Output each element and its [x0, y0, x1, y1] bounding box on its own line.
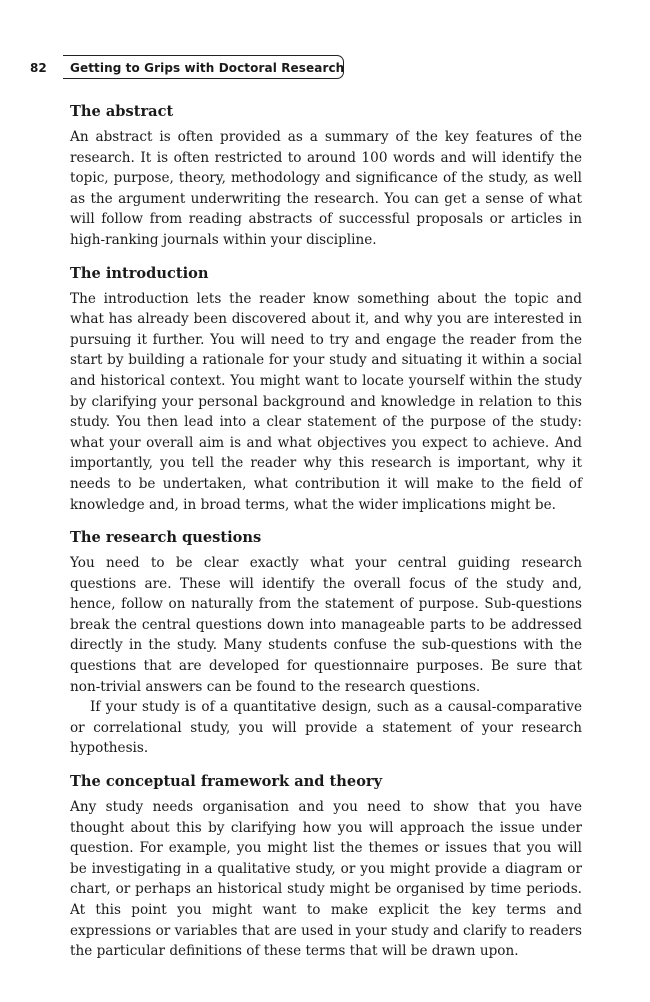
running-head — [30, 55, 346, 80]
paragraph: If your study is of a quantitative design, such as a causal-comparative or correlational study, you will provide a statement of your research hypothesis. — [70, 699, 582, 757]
section-introduction — [70, 263, 582, 516]
paragraph: Any study needs organisation and you need to show that you have thought about this by clarifying how you will approach the issue under question. For example, you might list the themes or issues that you will be investigating in a qualitative study, or you might provide a diagram or chart, or perhaps an historical study might be organised by time periods. At this point you might want to make explicit the key terms and expressions or variables that are used in your study and clarify to readers the particular definitions of these terms that will be drawn upon. — [70, 799, 582, 960]
paragraph: You need to be clear exactly what your central guiding research questions are. These will identify the overall focus of the study and, hence, follow on naturally from the statement of purpose. Sub-questions break the central questions down into manageable parts to be addressed directly in the study. Many students confuse the sub-questions with the questions that are developed for questionnaire purposes. Be sure that non-trivial answers can be found to the research questions. — [70, 555, 582, 695]
page-number: 82 — [30, 61, 47, 75]
section-heading: The introduction — [70, 264, 209, 282]
section-heading: The conceptual framework and theory — [70, 773, 383, 791]
section-abstract — [70, 101, 582, 251]
running-head-title: Getting to Grips with Doctoral Research — [70, 61, 345, 75]
section-research-questions — [70, 527, 582, 759]
paragraph: The introduction lets the reader know something about the topic and what has already been discovered about it, and why you are interested in pursuing it further. You will need to try and engage the reader from the start by building a rationale for your study and situating it within a social and historical context. You might want to locate yourself within the study by clarifying your personal background and knowledge in relation to this study. You then lead into a clear statement of the purpose of the study: what your overall aim is and what objectives you expect to achieve. And importantly, you tell the reader why this research is important, why it needs to be undertaken, what contribution it will make to the field of knowledge and, in broad terms, what the wider implications might be. — [70, 290, 582, 513]
section-heading: The research questions — [70, 529, 262, 547]
section-heading: The abstract — [70, 103, 174, 120]
paragraph: An abstract is often provided as a summary of the key features of the research. It is often restricted to around 100 words and will identify the topic, purpose, theory, methodology and significance of the study, as well as the argument underwriting the research. You can get a sense of what will follow from reading abstracts of successful proposals or articles in high-ranking journals within your discipline. — [70, 129, 582, 248]
page-body — [70, 101, 582, 974]
section-conceptual-framework — [70, 771, 582, 962]
